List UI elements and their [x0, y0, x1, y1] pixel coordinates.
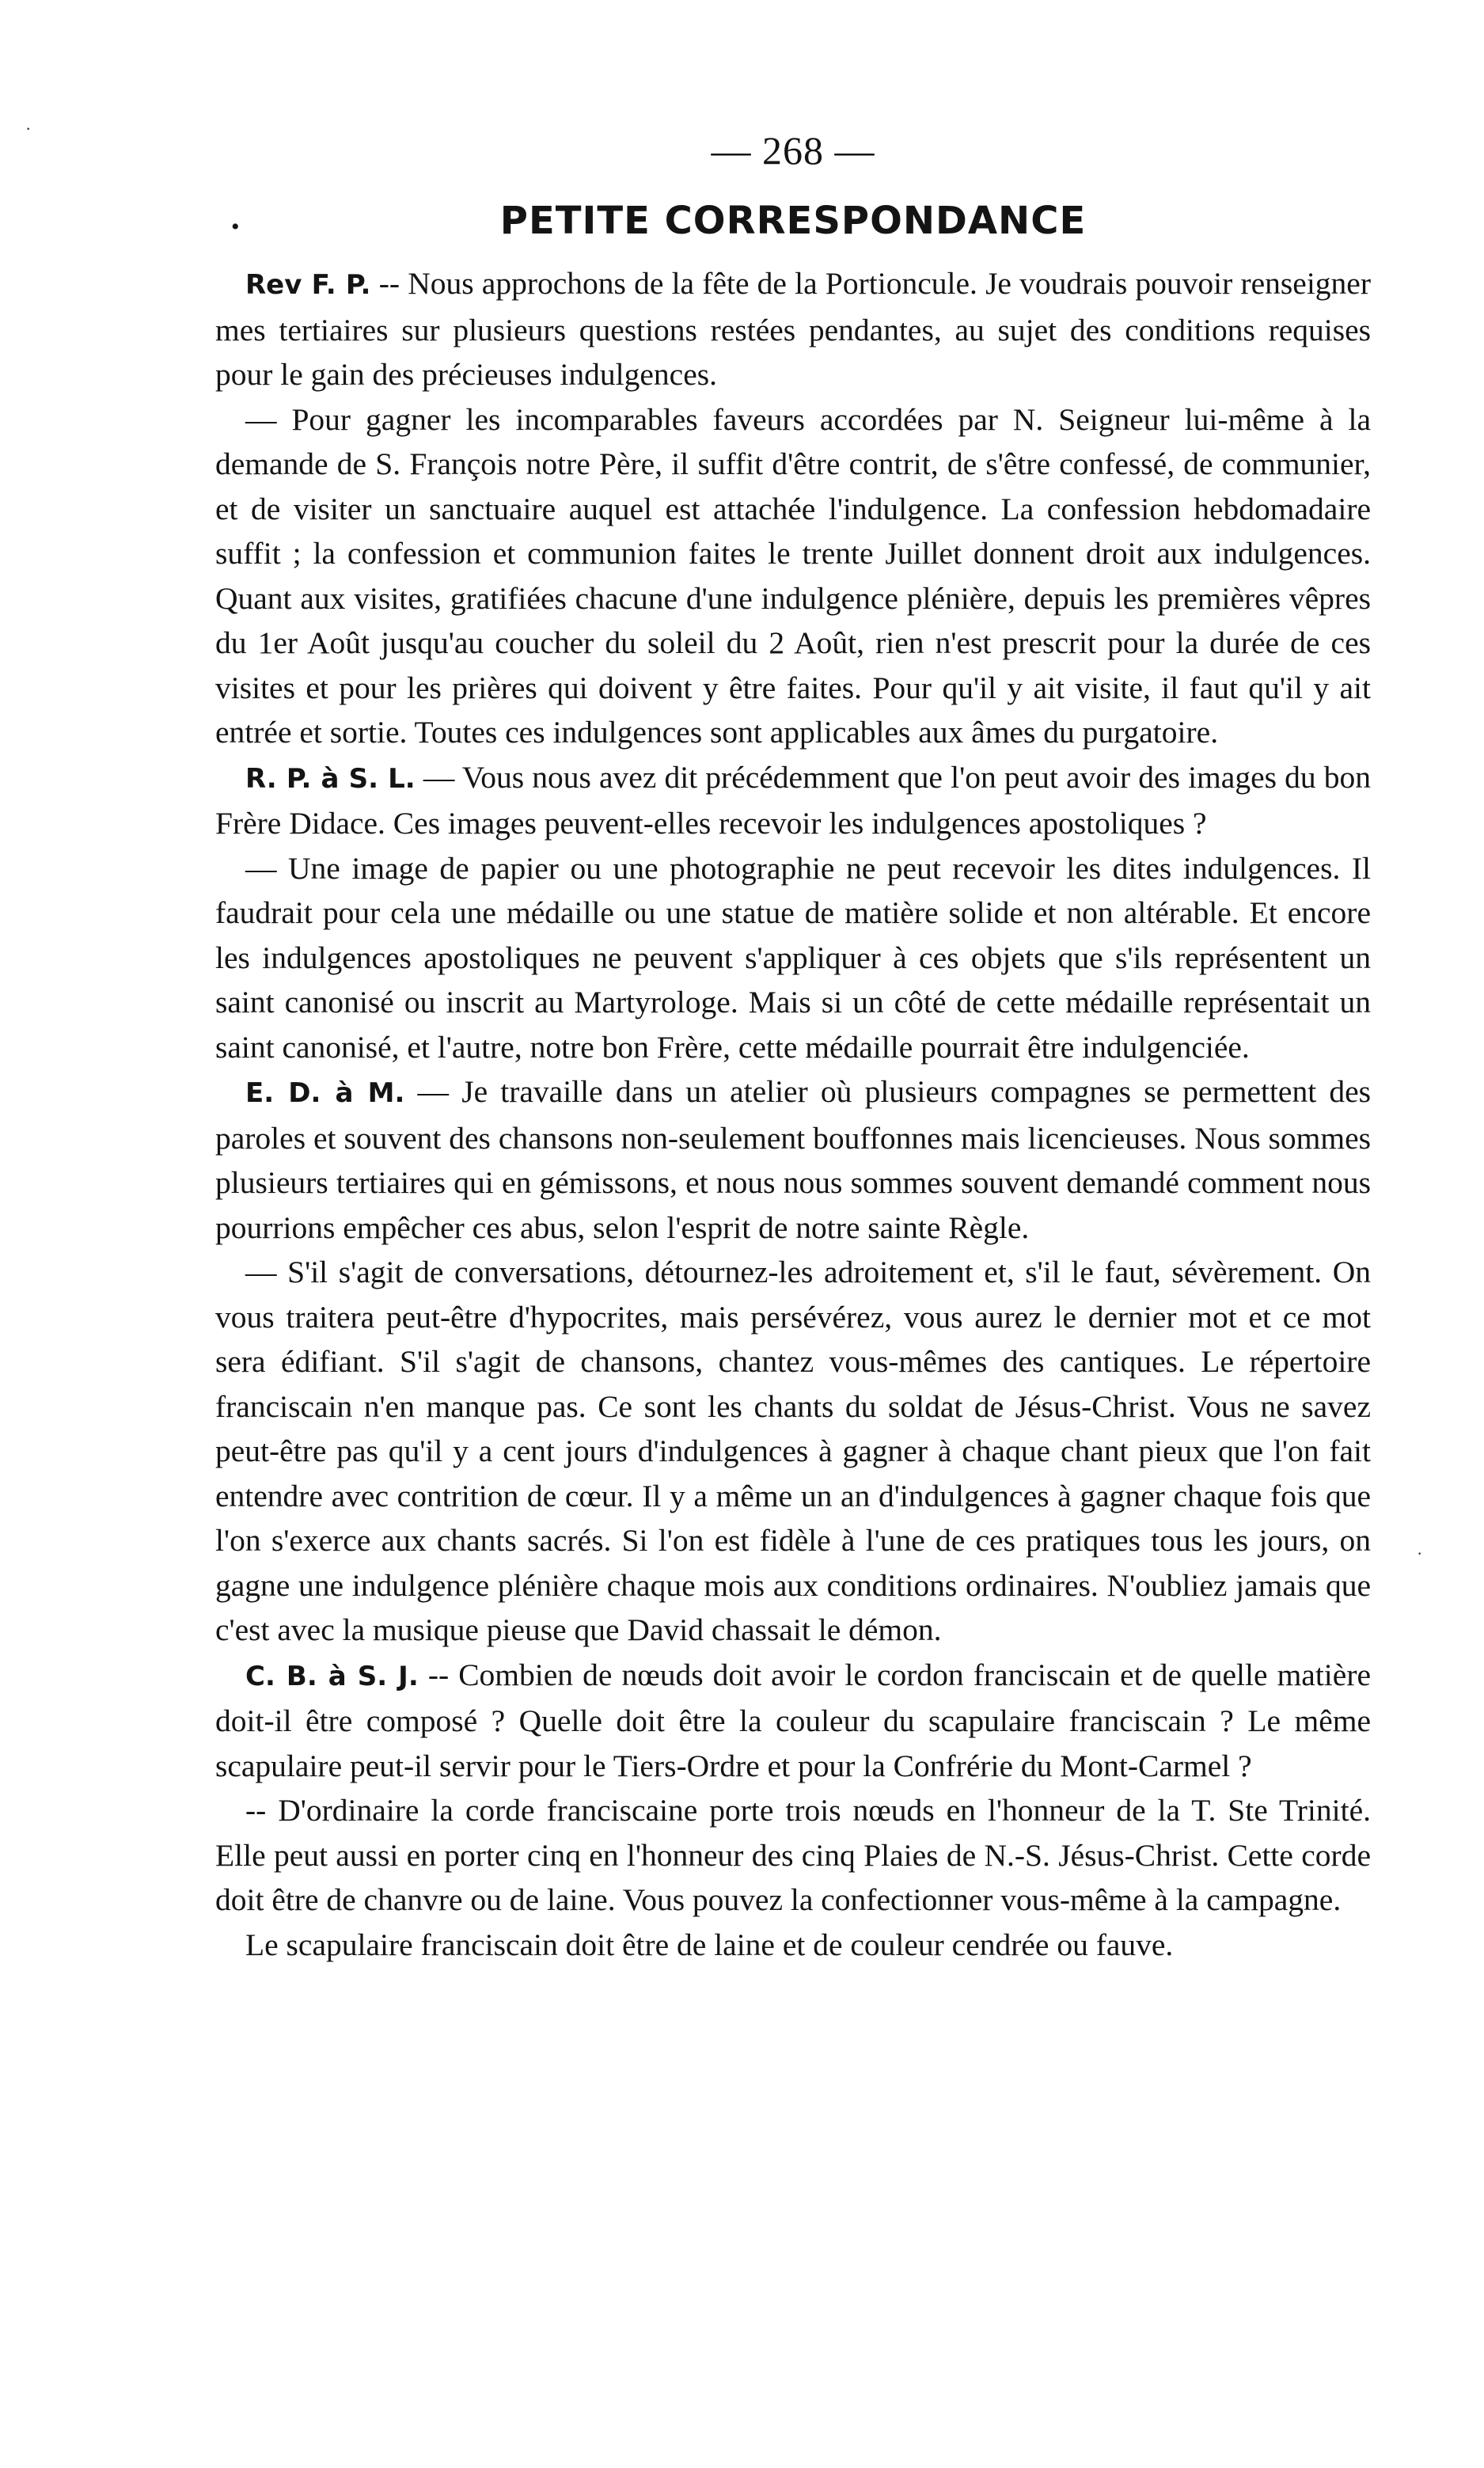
answer-text: — Une image de papier ou une photographie ne peut recevoir les dites indulgences. Il faudrait pour cela une médaille ou une statue de matière solide et non altérable. Et encore les indulgences apostoliques ne peuvent s'appliquer à ces objets que s'ils représentent un saint canonisé ou inscrit au Martyrologe. Mais si un côté de cette médaille représentait un saint canonisé, et l'autre, notre bon Frère, cette médaille pourrait être indulgenciée. [215, 850, 1371, 1065]
letter-question [215, 1653, 1371, 1789]
correspondent-signature: Rev F. P. [245, 269, 371, 301]
letter-answer [215, 846, 1371, 1070]
answer-text: Le scapulaire franciscain doit être de laine et de couleur cendrée ou fauve. [245, 1927, 1174, 1962]
answer-text: — Pour gagner les incomparables faveurs accordées par N. Seigneur lui-même à la demande de S. François notre Père, il suffit d'être contrit, de s'être confessé, de communier, et de visiter un sanctuaire auquel est attachée l'indulgence. La confession hebdomadaire suffit ; la confession et communion faites le trente Juillet donnent droit aux indulgences. Quant aux visites, gratifiées chacune d'une indulgence plénière, depuis les premières vêpres du 1er Août jusqu'au coucher du soleil du 2 Août, rien n'est prescrit pour la durée de ces visites et pour les prières qui doivent y être faites. Pour qu'il y ait visite, il faut qu'il y ait entrée et sortie. Toutes ces indulgences sont applicables aux âmes du purgatoire. [215, 401, 1371, 750]
answer-text: — S'il s'agit de conversations, détournez-les adroitement et, s'il le faut, sévèrement. On vous traitera peut-être d'hypocrites, mais persévérez, vous aurez le dernier mot et ce mot sera édifiant. S'il s'agit de chansons, chantez vous-mêmes des cantiques. Le répertoire franciscain n'en manque pas. Ce sont les chants du soldat de Jésus-Christ. Vous ne savez peut-être pas qu'il y a cent jours d'indulgences à gagner à chaque chant pieux que l'on fait entendre avec contrition de cœur. Il y a même un an d'indulgences à gagner chaque fois que l'on s'exerce aux chants sacrés. Si l'on est fidèle à l'une de ces pratiques tous les jours, on gagne une indulgence plénière chaque mois aux conditions ordinaires. N'oubliez jamais que c'est avec la musique pieuse que David chassait le démon. [215, 1255, 1371, 1647]
bullet-mark: • [231, 214, 240, 240]
margin-speck: · [25, 119, 32, 139]
page-number: — 268 — [711, 128, 875, 173]
section-heading: PETITE CORRESPONDANCE [499, 199, 1087, 243]
page [215, 127, 1371, 1967]
letter-question [215, 1069, 1371, 1250]
letter-text: -- Combien de nœuds doit avoir le cordon franciscain et de quelle matière doit-il être composé ? Quelle doit être la couleur du scapulaire franciscain ? Le même scapulaire peut-il servir pour le Tiers-Ordre et pour la Confrérie du Mont-Carmel ? [215, 1657, 1372, 1783]
letter-text: — Vous nous avez dit précédemment que l'on peut avoir des images du bon Frère Didace. Ces images peuvent-elles recevoir les indulgences apostoliques ? [215, 759, 1372, 841]
letter-answer [215, 1788, 1371, 1923]
letter-question [215, 755, 1371, 846]
letter-answer [215, 397, 1371, 755]
margin-speck: · [1417, 1543, 1423, 1563]
correspondent-signature: R. P. à S. L. [245, 762, 416, 795]
letter-answer-continued [215, 1923, 1371, 1968]
answer-text: -- D'ordinaire la corde franciscaine porte trois nœuds en l'honneur de la T. Ste Trinité. Elle peut aussi en porter cinq en l'honneur des cinq Plaies de N.-S. Jésus-Christ. Cette corde doit être de chanvre ou de laine. Vous pouvez la confectionner vous-même à la campagne. [215, 1793, 1371, 1917]
correspondent-signature: E. D. à M. [245, 1077, 405, 1109]
letter-text: — Je travaille dans un atelier où plusieurs compagnes se permettent des paroles et souvent des chansons non-seulement bouffonnes mais licencieuses. Nous sommes plusieurs tertiaires qui en gémissons, et nous nous sommes souvent demandé comment nous pourrions empêcher ces abus, selon l'esprit de notre sainte Règle. [215, 1074, 1372, 1245]
correspondence-body [215, 261, 1371, 1967]
correspondent-signature: C. B. à S. J. [245, 1660, 419, 1692]
letter-answer [215, 1250, 1371, 1653]
letter-text: -- Nous approchons de la fête de la Portioncule. Je voudrais pouvoir renseigner mes tertiaires sur plusieurs questions restées pendantes, au sujet des conditions requises pour le gain des précieuses indulgences. [215, 266, 1371, 392]
letter-question [215, 261, 1371, 397]
